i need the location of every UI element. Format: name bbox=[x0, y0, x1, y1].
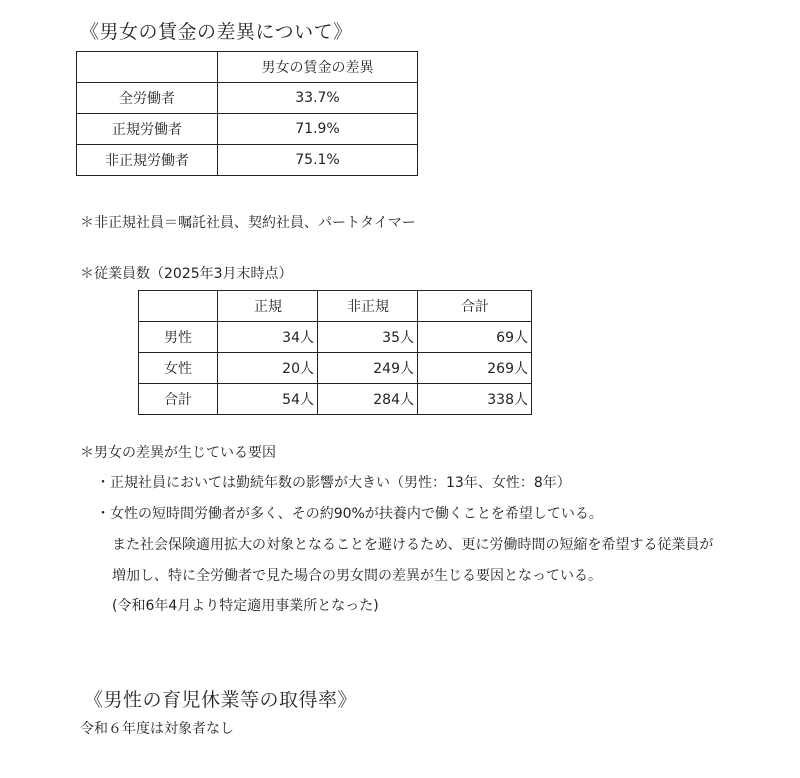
table-row bbox=[77, 114, 418, 145]
regular-count: 34人 bbox=[218, 322, 318, 353]
table-row bbox=[77, 83, 418, 114]
table-row bbox=[139, 353, 532, 384]
total-count: 269人 bbox=[418, 353, 532, 384]
table-row bbox=[139, 384, 532, 415]
table-row bbox=[77, 145, 418, 176]
childcare-leave-text: 令和６年度は対象者なし bbox=[80, 721, 234, 737]
factor-line: ・正規社員においては勤続年数の影響が大きい（男性：13年、女性：8年） bbox=[96, 475, 571, 491]
childcare-leave-title: 《男性の育児休業等の取得率》 bbox=[84, 689, 358, 711]
row-label: 男性 bbox=[139, 322, 218, 353]
table-row bbox=[139, 322, 532, 353]
total-count: 338人 bbox=[418, 384, 532, 415]
header-cell-empty bbox=[139, 291, 218, 322]
row-label: 女性 bbox=[139, 353, 218, 384]
nonregular-count: 35人 bbox=[318, 322, 418, 353]
wage-gap-title: 《男女の賃金の差異について》 bbox=[80, 21, 353, 43]
nonregular-count: 249人 bbox=[318, 353, 418, 384]
factor-line: また社会保険適用拡大の対象となることを避けるため、更に労働時間の短縮を希望する従業員が bbox=[112, 537, 714, 553]
row-label: 非正規労働者 bbox=[77, 145, 218, 176]
row-label: 合計 bbox=[139, 384, 218, 415]
header-cell-wage-gap: 男女の賃金の差異 bbox=[218, 52, 418, 83]
employee-count-title: ＊従業員数（2025年3月末時点） bbox=[80, 266, 293, 282]
wage-gap-table bbox=[76, 51, 418, 176]
header-cell-total: 合計 bbox=[418, 291, 532, 322]
row-value: 75.1% bbox=[218, 145, 418, 176]
row-label: 正規労働者 bbox=[77, 114, 218, 145]
factor-line: (令和6年4月より特定適用事業所となった) bbox=[112, 598, 379, 614]
factor-line: ・女性の短時間労働者が多く、その約90%が扶養内で働くことを希望している。 bbox=[96, 506, 603, 522]
row-value: 71.9% bbox=[218, 114, 418, 145]
factors-title: ＊男女の差異が生じている要因 bbox=[80, 445, 276, 461]
total-count: 69人 bbox=[418, 322, 532, 353]
nonregular-definition-note: ＊非正規社員＝嘱託社員、契約社員、パートタイマー bbox=[80, 215, 416, 231]
header-cell-regular: 正規 bbox=[218, 291, 318, 322]
header-cell-nonregular: 非正規 bbox=[318, 291, 418, 322]
header-cell-empty bbox=[77, 52, 218, 83]
employee-count-table bbox=[138, 290, 532, 415]
regular-count: 20人 bbox=[218, 353, 318, 384]
factor-line: 増加し、特に全労働者で見た場合の男女間の差異が生じる要因となっている。 bbox=[112, 568, 602, 584]
table-header-row bbox=[77, 52, 418, 83]
nonregular-count: 284人 bbox=[318, 384, 418, 415]
row-label: 全労働者 bbox=[77, 83, 218, 114]
row-value: 33.7% bbox=[218, 83, 418, 114]
table-header-row bbox=[139, 291, 532, 322]
regular-count: 54人 bbox=[218, 384, 318, 415]
